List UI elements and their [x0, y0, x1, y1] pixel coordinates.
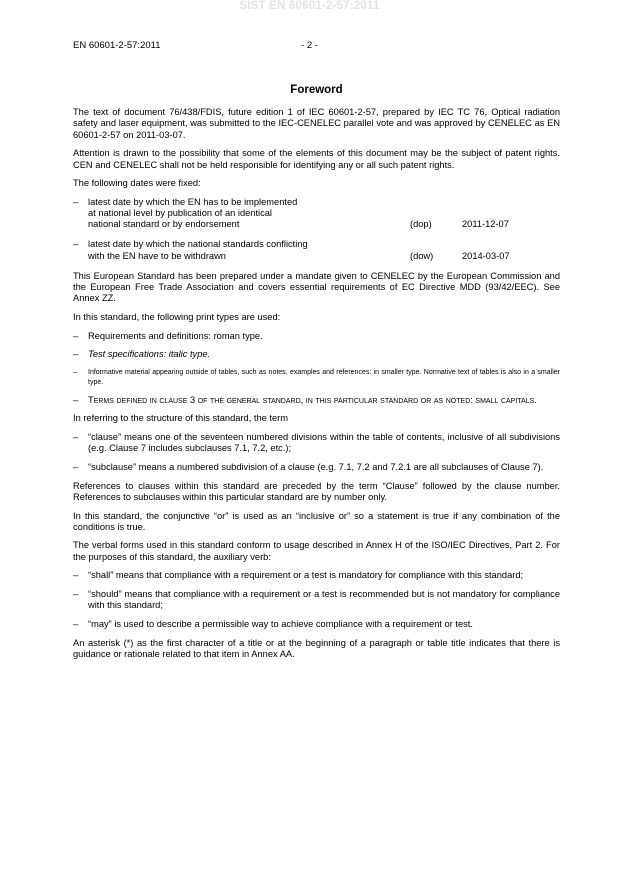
dash-bullet: –	[73, 618, 79, 629]
date-text-line: latest date by which the EN has to be implemented	[88, 196, 298, 207]
dash-bullet: –	[73, 369, 77, 377]
dash-bullet: –	[73, 330, 79, 341]
list-item-clause	[73, 432, 560, 454]
list-item-text: “should” means that compliance with a requirement or a test is recommended but is not mandatory for compliance with this standard;	[88, 589, 560, 611]
date-row	[88, 251, 560, 262]
list-item-text: Test specifications: italic type.	[88, 349, 211, 360]
dash-bullet: –	[73, 461, 79, 472]
date-abbreviation: (dow)	[410, 250, 434, 261]
paragraph-print-types-intro: In this standard, the following print types are used:	[73, 311, 281, 322]
page-title: Foreword	[290, 84, 343, 96]
date-text-line: latest date by which the national standards conflicting	[88, 239, 308, 250]
document-body	[73, 85, 560, 668]
date-value: 2014-03-07	[462, 250, 510, 261]
list-item-text: “may” is used to describe a permissible way to achieve compliance with a requirement or test.	[88, 618, 473, 629]
paragraph-asterisk: An asterisk (*) as the first character of a title or at the beginning of a paragraph or table title indicates that there is guidance or rationale related to that item in Annex AA.	[73, 637, 560, 659]
paragraph-verbal-forms: The verbal forms used in this standard conform to usage described in Annex H of the ISO/IEC Directives, Part 2. For the purposes of this standard, the auxiliary verb:	[73, 540, 560, 562]
dash-bullet: –	[73, 394, 79, 405]
paragraph-dates-intro: The following dates were fixed:	[73, 178, 201, 189]
dash-bullet: –	[73, 589, 79, 600]
dash-bullet: –	[73, 349, 79, 360]
paragraph-mandate: This European Standard has been prepared under a mandate given to CENELEC by the European Commission and the European Free Trade Association and covers essential requirements of EC Directive MDD (93/42/EEC). See Annex ZZ.	[73, 270, 560, 304]
date-entry-dow	[73, 239, 560, 261]
dates-list	[73, 197, 560, 262]
date-row	[88, 219, 560, 230]
paragraph-references: References to clauses within this standard are preceded by the term “Clause” followed by the clause number. References to subclauses within this particular standard are by number only.	[73, 480, 560, 502]
dash-bullet: –	[73, 431, 79, 442]
list-item-text: “subclause” means a numbered subdivision of a clause (e.g. 7.1, 7.2 and 7.2.1 are all subclauses of Clause 7).	[88, 461, 544, 472]
date-value: 2011-12-07	[462, 219, 509, 230]
date-text-line: at national level by publication of an identical	[88, 208, 272, 219]
list-item-should	[73, 589, 560, 611]
paragraph-fdis: The text of document 76/438/FDIS, future edition 1 of IEC 60601-2-57, prepared by IEC TC 76, Optical radiation safety and laser equipment, was submitted to the IEC-CENELEC parallel vote and was approved by CENELEC as EN 60601-2-57 on 2011-03-07.	[73, 107, 560, 140]
paragraph-structure-intro: In referring to the structure of this standard, the term	[73, 413, 288, 424]
list-item-shall	[73, 570, 560, 581]
dash-bullet: –	[73, 570, 79, 581]
paragraph-patent: Attention is drawn to the possibility that some of the elements of this document may be the subject of patent rights. CEN and CENELEC shall not be held responsible for identifying any or all such patent rights.	[73, 148, 560, 170]
date-entry-dop	[73, 197, 560, 231]
watermark: SIST EN 60601-2-57:2011	[239, 0, 380, 12]
list-item-text: Requirements and definitions: roman type.	[88, 330, 263, 341]
date-abbreviation: (dop)	[410, 219, 432, 230]
header-doc-id: EN 60601-2-57:2011	[73, 40, 161, 51]
list-item-italic	[73, 349, 560, 360]
list-item-small-type	[73, 368, 560, 387]
list-item-roman	[73, 331, 560, 342]
list-item-text: Terms defined in clause 3 of the general standard, in this particular standard or as noted: small capitals.	[88, 394, 537, 405]
list-item-may	[73, 619, 560, 630]
dash-bullet: –	[73, 196, 79, 207]
date-text-line: with the EN have to be withdrawn	[88, 250, 226, 261]
list-item-text: “clause” means one of the seventeen numbered divisions within the table of contents, inclusive of all subdivisions (e.g. Clause 7 includes subclauses 7.1, 7.2, etc.);	[88, 431, 560, 454]
header-page-number: - 2 -	[301, 40, 318, 51]
list-item-small-capitals	[73, 395, 560, 406]
list-item-text: “shall” means that compliance with a requirement or a test is mandatory for compliance with this standard;	[88, 570, 524, 581]
date-text-line: national standard or by endorsement	[88, 219, 240, 230]
dash-bullet: –	[73, 239, 79, 250]
paragraph-conjunctive-or: In this standard, the conjunctive “or” is used as an “inclusive or” so a statement is true if any combination of the conditions is true.	[73, 510, 560, 532]
list-item-text: Informative material appearing outside of tables, such as notes, examples and references: in smaller type. Normative text of tables is also in a smaller type.	[88, 369, 560, 386]
list-item-subclause	[73, 462, 560, 473]
